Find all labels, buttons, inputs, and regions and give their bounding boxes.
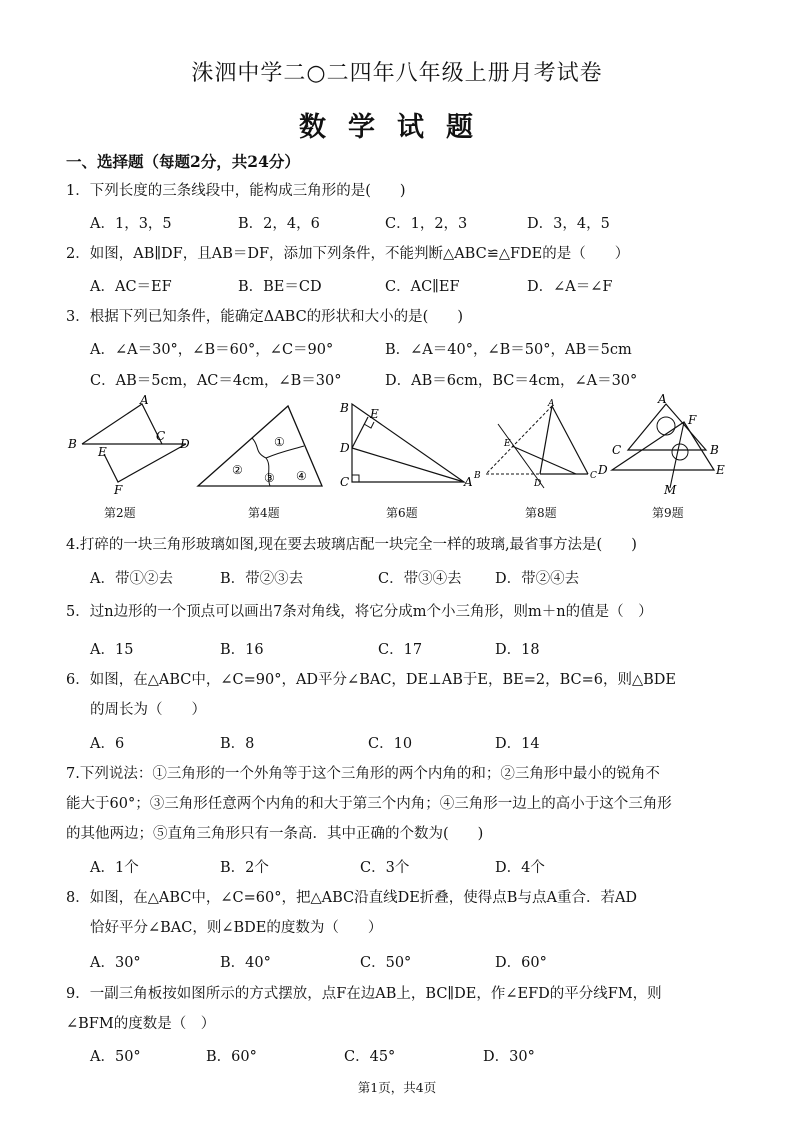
q8-option-b: B．40° (220, 955, 271, 971)
fig9-label-e: E (716, 463, 725, 477)
figure-q9 (594, 392, 734, 496)
fig8-label-e: E (504, 439, 511, 449)
fig2-label-a: A (140, 393, 149, 407)
q1-option-a: A．1，3，5 (90, 216, 172, 232)
question-7-line-3: 的其他两边；⑤直角三角形只有一条高．其中正确的个数为( ) (66, 826, 484, 842)
page-footer: 第1页，共4页 (357, 1080, 437, 1095)
q5-option-a: A．15 (90, 642, 134, 658)
q4-option-c: C．带③④去 (378, 571, 462, 587)
fig4-piece-1: ① (274, 435, 285, 449)
q8-option-c: C．50° (360, 955, 412, 971)
exam-title: 洙泗中学二○二四年八年级上册月考试卷 (191, 61, 603, 86)
fig9-label-a: A (658, 392, 667, 406)
question-6-line-1: 6．如图，在△ABC中，∠C=90°，AD平分∠BAC，DE⊥AB于E，BE=2，BC=6，则△BDE (66, 672, 677, 688)
question-8-line-1: 8．如图，在△ABC中，∠C=60°，把△ABC沿直线DE折叠，使得点B与点A重合．若AD (66, 890, 638, 906)
question-3: 3．根据下列已知条件，能确定ΔABC的形状和大小的是( ) (66, 309, 463, 325)
fig8-label-c: C (590, 471, 597, 481)
q5-option-d: D．18 (495, 642, 540, 658)
q5-option-b: B．16 (220, 642, 264, 658)
figure-q2 (64, 392, 196, 498)
question-8-line-2: 恰好平分∠BAC，则∠BDE的度数为（ ） (90, 920, 383, 936)
q4-option-b: B．带②③去 (220, 571, 304, 587)
fig9-label-b: B (710, 443, 719, 457)
q9-option-b: B．60° (206, 1049, 257, 1065)
caption-fig6: 第6题 (386, 506, 418, 520)
question-4: 4.打碎的一块三角形玻璃如图,现在要去玻璃店配一块完全一样的玻璃,最省事方法是( ) (66, 537, 637, 553)
fig6-label-c: C (340, 475, 350, 489)
fig6-label-a: A (464, 475, 473, 489)
q2-option-b: B．BE＝CD (238, 279, 322, 295)
question-7-line-2: 能大于60°；③三角形任意两个内角的和大于第三个内角；④三角形一边上的高小于这个三角形 (66, 796, 672, 812)
q2-option-c: C．AC∥EF (385, 279, 460, 295)
fig9-label-d: D (598, 463, 608, 477)
q7-option-c: C．3个 (360, 860, 410, 876)
fig6-label-b: B (340, 401, 349, 415)
q9-option-a: A．50° (90, 1049, 141, 1065)
q4-option-d: D．带②④去 (495, 571, 580, 587)
caption-fig8: 第8题 (525, 506, 557, 520)
question-2: 2．如图，AB∥DF，且AB＝DF，添加下列条件，不能判断△ABC≌△FDE的是（ ） (66, 246, 630, 262)
fig9-label-c: C (612, 443, 622, 457)
fig2-label-e: E (98, 445, 107, 459)
q6-option-c: C．10 (368, 736, 413, 752)
q7-option-b: B．2个 (220, 860, 269, 876)
caption-fig2: 第2题 (104, 506, 136, 520)
exam-subtitle: 数学试题 (299, 112, 495, 143)
q3-option-b: B．∠A＝40°，∠B＝50°，AB＝5cm (385, 342, 632, 358)
section-heading: 一、选择题（每题2分，共24分） (66, 152, 300, 171)
question-6-line-2: 的周长为（ ） (90, 702, 206, 718)
q6-option-a: A．6 (90, 736, 125, 752)
q8-option-d: D．60° (495, 955, 547, 971)
q7-option-a: A．1个 (90, 860, 139, 876)
q6-option-b: B．8 (220, 736, 255, 752)
fig9-label-f: F (688, 413, 697, 427)
fig6-label-e: E (370, 407, 379, 421)
q1-option-c: C．1，2，3 (385, 216, 468, 232)
q2-option-a: A．AC＝EF (90, 279, 172, 295)
question-5: 5．过n边形的一个顶点可以画出7条对角线，将它分成m个小三角形，则m＋n的值是（ ） (66, 604, 653, 620)
q9-option-c: C．45° (344, 1049, 396, 1065)
fig2-label-c: C (156, 429, 166, 443)
q7-option-d: D．4个 (495, 860, 545, 876)
q8-option-a: A．30° (90, 955, 141, 971)
caption-fig4: 第4题 (248, 506, 280, 520)
question-9-line-2: ∠BFM的度数是（ ） (66, 1016, 216, 1032)
fig4-piece-2: ② (232, 463, 243, 477)
fig4-piece-3: ③ (264, 471, 275, 485)
fig2-label-f: F (114, 483, 123, 497)
q3-option-a: A．∠A＝30°，∠B＝60°，∠C＝90° (90, 342, 334, 358)
fig6-label-d: D (340, 441, 350, 455)
q1-option-b: B．2，4，6 (238, 216, 320, 232)
q5-option-c: C．17 (378, 642, 423, 658)
q9-option-d: D．30° (483, 1049, 535, 1065)
q6-option-d: D．14 (495, 736, 540, 752)
fig2-label-b: B (68, 437, 77, 451)
question-9-line-1: 9．一副三角板按如图所示的方式摆放，点F在边AB上，BC∥DE，作∠EFD的平分线FM，则 (66, 986, 662, 1002)
q3-option-d: D．AB＝6cm，BC＝4cm，∠A＝30° (385, 373, 638, 389)
fig8-label-a: A (548, 399, 555, 409)
question-1: 1．下列长度的三条线段中，能构成三角形的是( ) (66, 183, 406, 199)
q1-option-d: D．3，4，5 (527, 216, 610, 232)
q2-option-d: D．∠A＝∠F (527, 279, 613, 295)
fig8-label-b: B (474, 471, 481, 481)
question-7-line-1: 7.下列说法：①三角形的一个外角等于这个三角形的两个内角的和；②三角形中最小的锐角不 (66, 766, 660, 782)
fig9-label-m: M (664, 483, 677, 496)
fig8-label-d: D (534, 479, 542, 489)
q4-option-a: A．带①②去 (90, 571, 173, 587)
figure-q6 (336, 398, 476, 492)
caption-fig9: 第9题 (652, 506, 684, 520)
figure-q4 (194, 400, 328, 492)
fig2-label-d: D (180, 437, 190, 451)
figure-q8 (472, 396, 602, 492)
fig4-piece-4: ④ (296, 469, 307, 483)
q3-option-c: C．AB＝5cm，AC＝4cm，∠B＝30° (90, 373, 342, 389)
